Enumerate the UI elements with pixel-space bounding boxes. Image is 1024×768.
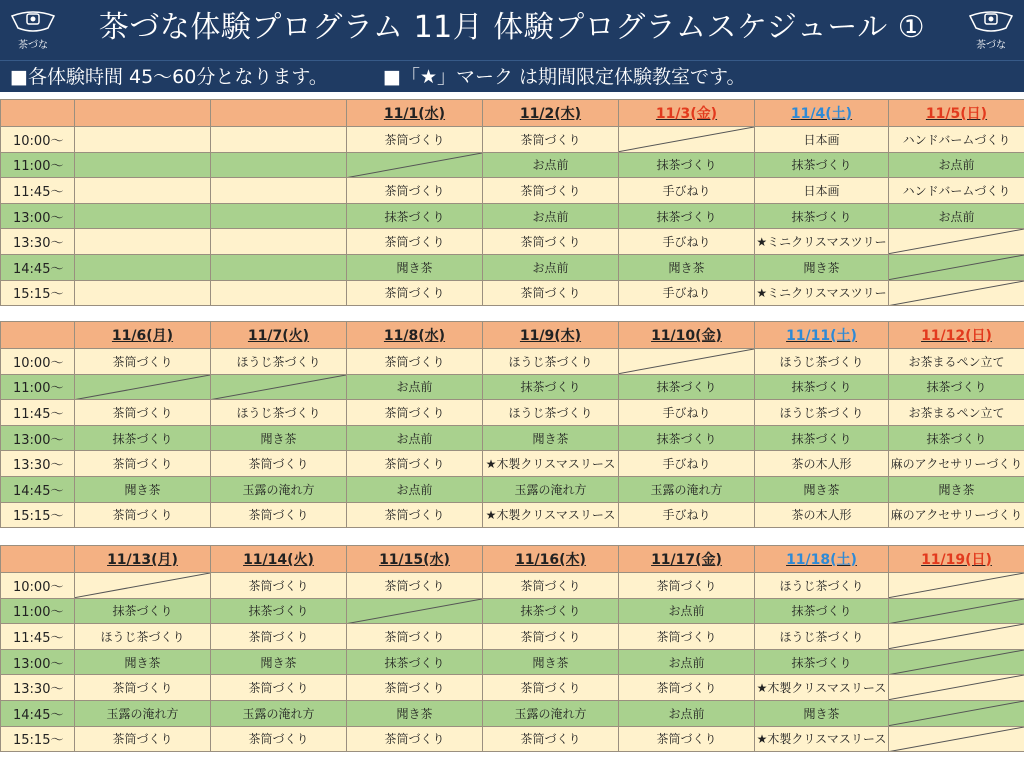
empty-cell: [75, 229, 211, 255]
program-cell: 茶筒づくり: [483, 127, 619, 153]
program-cell: 抹茶づくり: [755, 152, 889, 178]
unavailable-cell: [211, 374, 347, 400]
unavailable-slash: [889, 599, 1024, 624]
time-label: 13:30～: [1, 451, 75, 477]
time-slot-row: [1, 127, 1024, 153]
date-label: 11/7(火): [247, 328, 310, 344]
logo-text-left: 茶づな: [18, 40, 48, 51]
date-header-cell: [755, 100, 889, 127]
empty-cell: [211, 127, 347, 153]
program-cell: 抹茶づくり: [619, 374, 755, 400]
time-slot-row: [1, 229, 1024, 255]
empty-cell: [211, 280, 347, 306]
program-cell: 茶筒づくり: [619, 726, 755, 752]
program-cell: 茶筒づくり: [347, 229, 483, 255]
program-cell: 茶筒づくり: [347, 573, 483, 599]
time-slot-row: [1, 624, 1024, 650]
date-label: 11/9(木): [519, 328, 582, 344]
empty-cell: [211, 152, 347, 178]
program-cell: 抹茶づくり: [483, 598, 619, 624]
program-cell: ほうじ茶づくり: [483, 349, 619, 375]
unavailable-slash: [889, 281, 1024, 306]
corner-cell: [1, 322, 75, 349]
time-slot-row: [1, 700, 1024, 726]
date-header-cell: [755, 322, 889, 349]
program-cell: 日本画: [755, 178, 889, 204]
week-schedule-table: [0, 545, 1024, 752]
unavailable-cell: [889, 254, 1024, 280]
program-cell: 抹茶づくり: [889, 425, 1024, 451]
date-header-row: [1, 546, 1024, 573]
date-header-cell: [889, 322, 1024, 349]
time-label: 13:30～: [1, 229, 75, 255]
time-slot-row: [1, 573, 1024, 599]
program-cell: 茶の木人形: [755, 502, 889, 528]
time-slot-row: [1, 400, 1024, 426]
program-cell: 抹茶づくり: [347, 203, 483, 229]
logo-text-right: 茶づな: [976, 40, 1006, 51]
empty-cell: [211, 178, 347, 204]
program-cell: 聞き茶: [483, 649, 619, 675]
program-cell: 玉露の淹れ方: [483, 700, 619, 726]
program-cell: 聞き茶: [75, 649, 211, 675]
time-label: 11:00～: [1, 598, 75, 624]
time-label: 14:45～: [1, 254, 75, 280]
program-cell: 聞き茶: [211, 649, 347, 675]
time-slot-row: [1, 374, 1024, 400]
program-cell: お点前: [619, 598, 755, 624]
date-label: 11/13(月): [107, 552, 178, 568]
program-cell: ほうじ茶づくり: [483, 400, 619, 426]
date-label: 11/15(水): [379, 552, 450, 568]
empty-cell: [75, 280, 211, 306]
program-cell: 手びねり: [619, 178, 755, 204]
program-cell: 聞き茶: [483, 425, 619, 451]
program-cell: 茶筒づくり: [347, 349, 483, 375]
unavailable-slash: [889, 675, 1024, 700]
unavailable-cell: [619, 349, 755, 375]
time-label: 10:00～: [1, 349, 75, 375]
date-label: 11/6(月): [111, 328, 174, 344]
program-cell: 手びねり: [619, 502, 755, 528]
program-cell: 茶筒づくり: [211, 675, 347, 701]
program-cell: 茶筒づくり: [347, 127, 483, 153]
time-slot-row: [1, 349, 1024, 375]
program-cell: 茶筒づくり: [619, 675, 755, 701]
program-cell: 聞き茶: [75, 476, 211, 502]
unavailable-slash: [347, 599, 482, 624]
time-label: 10:00～: [1, 573, 75, 599]
empty-cell: [75, 178, 211, 204]
program-cell: 聞き茶: [211, 425, 347, 451]
program-cell: 手びねり: [619, 400, 755, 426]
program-cell: 茶筒づくり: [75, 451, 211, 477]
time-label: 13:30～: [1, 675, 75, 701]
program-cell: 抹茶づくり: [755, 203, 889, 229]
program-cell: 聞き茶: [755, 476, 889, 502]
date-header-cell: [211, 546, 347, 573]
date-header-row: [1, 322, 1024, 349]
limited-note: ■「★」マーク は期間限定体験教室です。: [383, 66, 746, 88]
date-label: 11/1(水): [383, 106, 446, 122]
unavailable-cell: [889, 624, 1024, 650]
program-cell: 手びねり: [619, 280, 755, 306]
time-label: 13:00～: [1, 425, 75, 451]
program-cell: 茶筒づくり: [75, 400, 211, 426]
program-cell: ★木製クリスマスリース: [483, 451, 619, 477]
time-slot-row: [1, 203, 1024, 229]
unavailable-cell: [619, 127, 755, 153]
program-cell: 抹茶づくり: [483, 374, 619, 400]
date-label: 11/19(日): [921, 552, 992, 568]
time-label: 11:45～: [1, 624, 75, 650]
unavailable-slash: [619, 349, 754, 374]
unavailable-slash: [889, 255, 1024, 280]
program-cell: 抹茶づくり: [755, 598, 889, 624]
program-cell: ★木製クリスマスリース: [755, 675, 889, 701]
program-cell: 茶筒づくり: [75, 675, 211, 701]
empty-cell: [75, 152, 211, 178]
program-cell: 茶筒づくり: [483, 280, 619, 306]
program-cell: 茶筒づくり: [347, 178, 483, 204]
date-header-cell: [347, 100, 483, 127]
unavailable-slash: [75, 573, 210, 598]
time-label: 13:00～: [1, 203, 75, 229]
program-cell: 玉露の淹れ方: [75, 700, 211, 726]
program-cell: 聞き茶: [755, 700, 889, 726]
program-cell: 抹茶づくり: [619, 152, 755, 178]
time-label: 10:00～: [1, 127, 75, 153]
program-cell: お点前: [619, 649, 755, 675]
unavailable-cell: [889, 649, 1024, 675]
program-cell: 抹茶づくり: [619, 425, 755, 451]
time-label: 11:45～: [1, 178, 75, 204]
unavailable-slash: [889, 701, 1024, 726]
date-header-cell: [889, 100, 1024, 127]
time-slot-row: [1, 178, 1024, 204]
program-cell: 手びねり: [619, 451, 755, 477]
program-cell: 抹茶づくり: [75, 598, 211, 624]
time-slot-row: [1, 476, 1024, 502]
program-cell: 手びねり: [619, 229, 755, 255]
date-header-cell: [619, 546, 755, 573]
program-cell: ★木製クリスマスリース: [755, 726, 889, 752]
unavailable-cell: [889, 573, 1024, 599]
program-cell: 聞き茶: [619, 254, 755, 280]
date-header-cell: [483, 546, 619, 573]
unavailable-cell: [889, 280, 1024, 306]
date-header-cell: [483, 322, 619, 349]
program-cell: ほうじ茶づくり: [755, 349, 889, 375]
program-cell: 茶筒づくり: [211, 502, 347, 528]
date-header-cell: [211, 100, 347, 127]
program-cell: 茶筒づくり: [483, 229, 619, 255]
program-cell: 茶筒づくり: [347, 451, 483, 477]
program-cell: 聞き茶: [347, 254, 483, 280]
program-cell: お点前: [347, 374, 483, 400]
notes-bar: [0, 60, 1024, 92]
unavailable-cell: [889, 229, 1024, 255]
date-label: 11/16(木): [515, 552, 586, 568]
empty-cell: [211, 203, 347, 229]
date-header-cell: [347, 546, 483, 573]
program-cell: 茶筒づくり: [75, 726, 211, 752]
date-label: 11/10(金): [651, 328, 722, 344]
corner-cell: [1, 100, 75, 127]
program-cell: 玉露の淹れ方: [619, 476, 755, 502]
program-cell: 茶筒づくり: [75, 349, 211, 375]
date-header-cell: [75, 100, 211, 127]
program-cell: お点前: [483, 254, 619, 280]
page-title: 茶づな体験プログラム 11月 体験プログラムスケジュール ①: [98, 10, 926, 45]
program-cell: ハンドバームづくり: [889, 178, 1024, 204]
unavailable-cell: [889, 675, 1024, 701]
program-cell: お点前: [889, 152, 1024, 178]
title-bar: [0, 0, 1024, 60]
program-cell: 茶筒づくり: [483, 178, 619, 204]
empty-cell: [75, 127, 211, 153]
program-cell: ほうじ茶づくり: [755, 573, 889, 599]
program-cell: 抹茶づくり: [211, 598, 347, 624]
program-cell: お点前: [347, 425, 483, 451]
program-cell: 麻のアクセサリーづくり: [889, 502, 1024, 528]
date-header-cell: [619, 100, 755, 127]
date-label: 11/2(木): [519, 106, 582, 122]
program-cell: 聞き茶: [889, 476, 1024, 502]
date-label: 11/17(金): [651, 552, 722, 568]
program-cell: 茶筒づくり: [75, 502, 211, 528]
program-cell: 抹茶づくり: [619, 203, 755, 229]
unavailable-slash: [889, 650, 1024, 675]
date-header-cell: [211, 322, 347, 349]
program-cell: 茶筒づくり: [347, 400, 483, 426]
program-cell: 茶筒づくり: [483, 726, 619, 752]
program-cell: 抹茶づくり: [755, 649, 889, 675]
unavailable-slash: [889, 624, 1024, 649]
time-slot-row: [1, 502, 1024, 528]
time-slot-row: [1, 425, 1024, 451]
unavailable-cell: [347, 152, 483, 178]
time-label: 14:45～: [1, 476, 75, 502]
empty-cell: [211, 254, 347, 280]
date-header-cell: [755, 546, 889, 573]
unavailable-slash: [619, 127, 754, 152]
time-label: 11:00～: [1, 152, 75, 178]
program-cell: 茶筒づくり: [347, 675, 483, 701]
program-cell: お茶まるペン立て: [889, 349, 1024, 375]
program-cell: 茶の木人形: [755, 451, 889, 477]
time-slot-row: [1, 649, 1024, 675]
unavailable-slash: [211, 375, 346, 400]
program-cell: 日本画: [755, 127, 889, 153]
date-label: 11/18(土): [786, 552, 857, 568]
program-cell: お点前: [619, 700, 755, 726]
program-cell: 茶筒づくり: [211, 726, 347, 752]
program-cell: 茶筒づくり: [211, 624, 347, 650]
program-cell: 茶筒づくり: [211, 451, 347, 477]
date-label: 11/14(火): [243, 552, 314, 568]
corner-cell: [1, 546, 75, 573]
program-cell: ほうじ茶づくり: [211, 400, 347, 426]
time-label: 15:15～: [1, 726, 75, 752]
unavailable-cell: [889, 700, 1024, 726]
program-cell: ★木製クリスマスリース: [483, 502, 619, 528]
program-cell: お点前: [483, 203, 619, 229]
program-cell: ハンドバームづくり: [889, 127, 1024, 153]
empty-cell: [211, 229, 347, 255]
program-cell: 茶筒づくり: [483, 573, 619, 599]
program-cell: 麻のアクセサリーづくり: [889, 451, 1024, 477]
unavailable-cell: [889, 598, 1024, 624]
time-slot-row: [1, 726, 1024, 752]
week-schedule-table: [0, 99, 1024, 306]
date-header-cell: [889, 546, 1024, 573]
program-cell: 聞き茶: [347, 700, 483, 726]
program-cell: 茶筒づくり: [619, 624, 755, 650]
program-cell: 茶筒づくり: [211, 573, 347, 599]
program-cell: 抹茶づくり: [755, 425, 889, 451]
time-label: 14:45～: [1, 700, 75, 726]
date-header-cell: [75, 546, 211, 573]
program-cell: ★ミニクリスマスツリー: [755, 280, 889, 306]
date-header-row: [1, 100, 1024, 127]
program-cell: ★ミニクリスマスツリー: [755, 229, 889, 255]
program-cell: 茶筒づくり: [347, 502, 483, 528]
program-cell: お点前: [347, 476, 483, 502]
date-label: 11/8(水): [383, 328, 446, 344]
date-label: 11/5(日): [925, 106, 988, 122]
tea-leaf-icon: [966, 6, 1016, 54]
program-cell: 茶筒づくり: [483, 624, 619, 650]
duration-note: ■各体験時間 45～60分となります。: [10, 66, 328, 88]
program-cell: 茶筒づくり: [619, 573, 755, 599]
program-cell: 玉露の淹れ方: [211, 476, 347, 502]
time-label: 13:00～: [1, 649, 75, 675]
time-label: 11:45～: [1, 400, 75, 426]
program-cell: 茶筒づくり: [347, 726, 483, 752]
time-label: 11:00～: [1, 374, 75, 400]
program-cell: ほうじ茶づくり: [755, 624, 889, 650]
program-cell: 聞き茶: [755, 254, 889, 280]
date-label: 11/12(日): [921, 328, 992, 344]
program-cell: お点前: [889, 203, 1024, 229]
program-cell: 玉露の淹れ方: [483, 476, 619, 502]
time-label: 15:15～: [1, 280, 75, 306]
program-cell: 茶筒づくり: [483, 675, 619, 701]
unavailable-slash: [889, 727, 1024, 752]
time-slot-row: [1, 675, 1024, 701]
time-slot-row: [1, 598, 1024, 624]
program-cell: 抹茶づくり: [889, 374, 1024, 400]
date-label: 11/4(土): [790, 106, 853, 122]
empty-cell: [75, 203, 211, 229]
date-header-cell: [75, 322, 211, 349]
date-header-cell: [619, 322, 755, 349]
program-cell: お茶まるペン立て: [889, 400, 1024, 426]
unavailable-cell: [75, 374, 211, 400]
empty-cell: [75, 254, 211, 280]
date-label: 11/3(金): [655, 106, 718, 122]
unavailable-slash: [889, 573, 1024, 598]
time-label: 15:15～: [1, 502, 75, 528]
program-cell: 抹茶づくり: [347, 649, 483, 675]
program-cell: 茶筒づくり: [347, 280, 483, 306]
program-cell: 抹茶づくり: [75, 425, 211, 451]
week-schedule-table: [0, 321, 1024, 528]
program-cell: ほうじ茶づくり: [211, 349, 347, 375]
program-cell: 玉露の淹れ方: [211, 700, 347, 726]
time-slot-row: [1, 254, 1024, 280]
date-label: 11/11(土): [786, 328, 857, 344]
program-cell: ほうじ茶づくり: [755, 400, 889, 426]
unavailable-slash: [75, 375, 210, 400]
time-slot-row: [1, 451, 1024, 477]
program-cell: 茶筒づくり: [347, 624, 483, 650]
program-cell: お点前: [483, 152, 619, 178]
program-cell: 抹茶づくり: [755, 374, 889, 400]
unavailable-cell: [889, 726, 1024, 752]
unavailable-cell: [347, 598, 483, 624]
time-slot-row: [1, 152, 1024, 178]
unavailable-cell: [75, 573, 211, 599]
unavailable-slash: [889, 229, 1024, 254]
program-cell: ほうじ茶づくり: [75, 624, 211, 650]
unavailable-slash: [347, 153, 482, 178]
date-header-cell: [347, 322, 483, 349]
time-slot-row: [1, 280, 1024, 306]
date-header-cell: [483, 100, 619, 127]
